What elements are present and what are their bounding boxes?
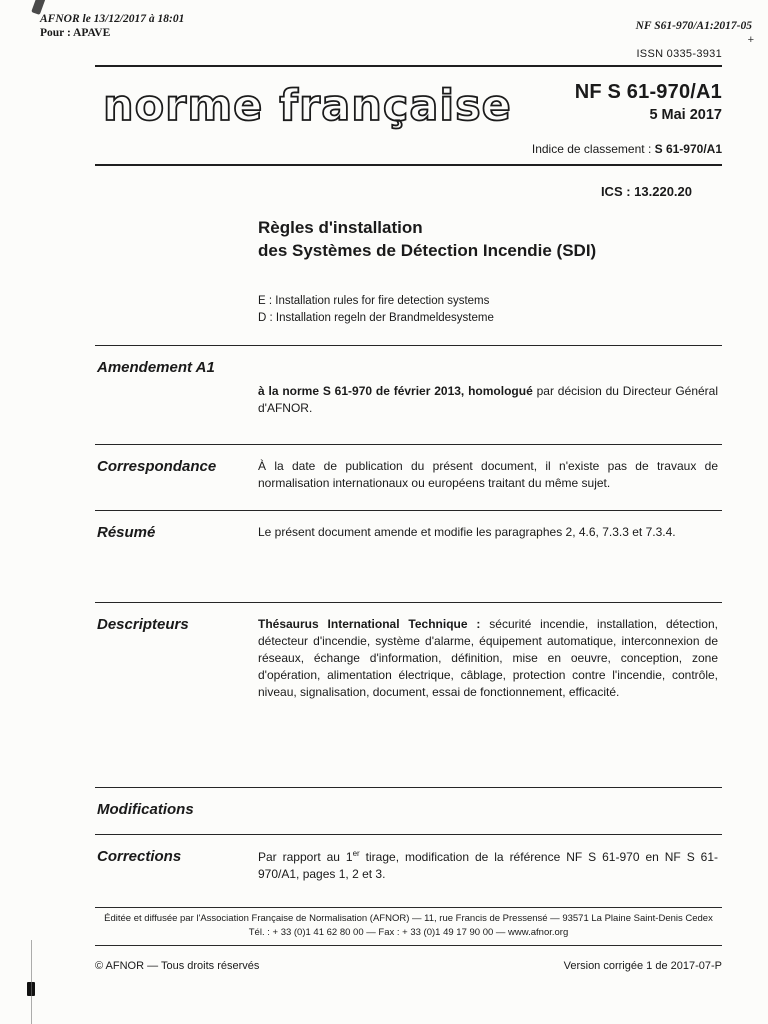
issn-number: ISSN 0335-3931 <box>636 48 722 60</box>
print-header <box>40 12 184 41</box>
document-reference: NF S61-970/A1:2017-05 <box>635 20 752 32</box>
standard-date: 5 Mai 2017 <box>649 107 722 123</box>
section-body-amendement <box>258 359 722 444</box>
section-body-descripteurs <box>258 616 722 787</box>
corrections-text-pre: Par rapport au 1 <box>258 850 353 865</box>
section-label-corrections: Corrections <box>97 848 182 866</box>
publisher-box <box>95 907 722 946</box>
footer-row <box>95 960 722 972</box>
print-recipient: Pour : APAVE <box>40 27 111 40</box>
section-modifications <box>95 787 722 834</box>
corrections-text-post: tirage, modification de la référence NF S 61-970 en NF S 61-970/A1, pages 1, 2 et 3. <box>258 850 718 882</box>
section-label-descripteurs: Descripteurs <box>97 616 189 634</box>
title-line-1: Règles d'installation <box>258 218 423 237</box>
crop-mark: + <box>747 34 754 46</box>
classification-index <box>95 142 722 156</box>
masthead <box>95 65 722 164</box>
title-translations <box>258 293 722 326</box>
classification-value: S 61-970/A1 <box>654 142 722 156</box>
section-correspondance <box>95 444 722 510</box>
section-body-corrections <box>258 848 722 907</box>
section-label-amendement: Amendement A1 <box>97 359 215 377</box>
print-timestamp: AFNOR le 13/12/2017 à 18:01 <box>40 13 185 25</box>
classification-label: Indice de classement : <box>531 142 655 156</box>
section-descripteurs <box>95 602 722 787</box>
section-label-correspondance: Correspondance <box>97 458 217 476</box>
corrections-superscript: er <box>352 849 360 859</box>
standard-code: NF S 61-970/A1 <box>574 81 722 103</box>
divider <box>95 164 722 166</box>
section-corrections <box>95 834 722 907</box>
descripteurs-bold-text: Thésaurus International Technique : <box>258 617 481 632</box>
afnor-norme-francaise-logo: norme française <box>103 81 512 131</box>
section-label-resume: Résumé <box>97 524 156 542</box>
section-resume <box>95 510 722 602</box>
title-english: E : Installation rules for fire detection systems <box>258 294 490 307</box>
copyright-notice: © AFNOR — Tous droits réservés <box>95 959 260 972</box>
descripteurs-text: sécurité incendie, installation, détection, détecteur d'incendie, système d'alarme, équipement automatique, interconnexion de réseaux, échange d'information, définition, mise en oeuvre, conception, zone d'opération, alimentation électrique, câblage, protection contre l'incendie, contrôle, niveau, signalisation, document, essai de fonctionnement, efficacité. <box>258 617 718 700</box>
amendement-text: par décision du Directeur Général d'AFNOR. <box>258 384 719 416</box>
section-body-modifications <box>258 801 722 834</box>
amendement-bold-text: à la norme S 61-970 de février 2013, homologué <box>258 384 533 399</box>
scan-artifact <box>31 940 32 1024</box>
section-body-resume: Le présent document amende et modifie les paragraphes 2, 4.6, 7.3.3 et 7.3.4. <box>258 525 676 540</box>
document-title <box>258 217 722 263</box>
ics-code: ICS : 13.220.20 <box>600 184 692 199</box>
version-note: Version corrigée 1 de 2017-07-P <box>563 959 722 972</box>
page-body <box>95 48 722 972</box>
publisher-address: Éditée et diffusée par l'Association Française de Normalisation (AFNOR) — 11, rue Francis de Pressensé — 93571 La Plaine Saint-Denis Cedex <box>104 913 713 925</box>
title-line-2: des Systèmes de Détection Incendie (SDI) <box>258 240 597 260</box>
section-label-modifications: Modifications <box>97 801 194 819</box>
section-body-correspondance: À la date de publication du présent document, il n'existe pas de travaux de normalisation internationaux ou européens traitant du même sujet. <box>258 459 718 491</box>
publisher-contact: Tél. : + 33 (0)1 41 62 80 00 — Fax : + 33 (0)1 49 17 90 00 — www.afnor.org <box>248 926 569 938</box>
title-german: D : Installation regeln der Brandmeldesysteme <box>258 311 494 324</box>
section-amendement <box>95 345 722 444</box>
